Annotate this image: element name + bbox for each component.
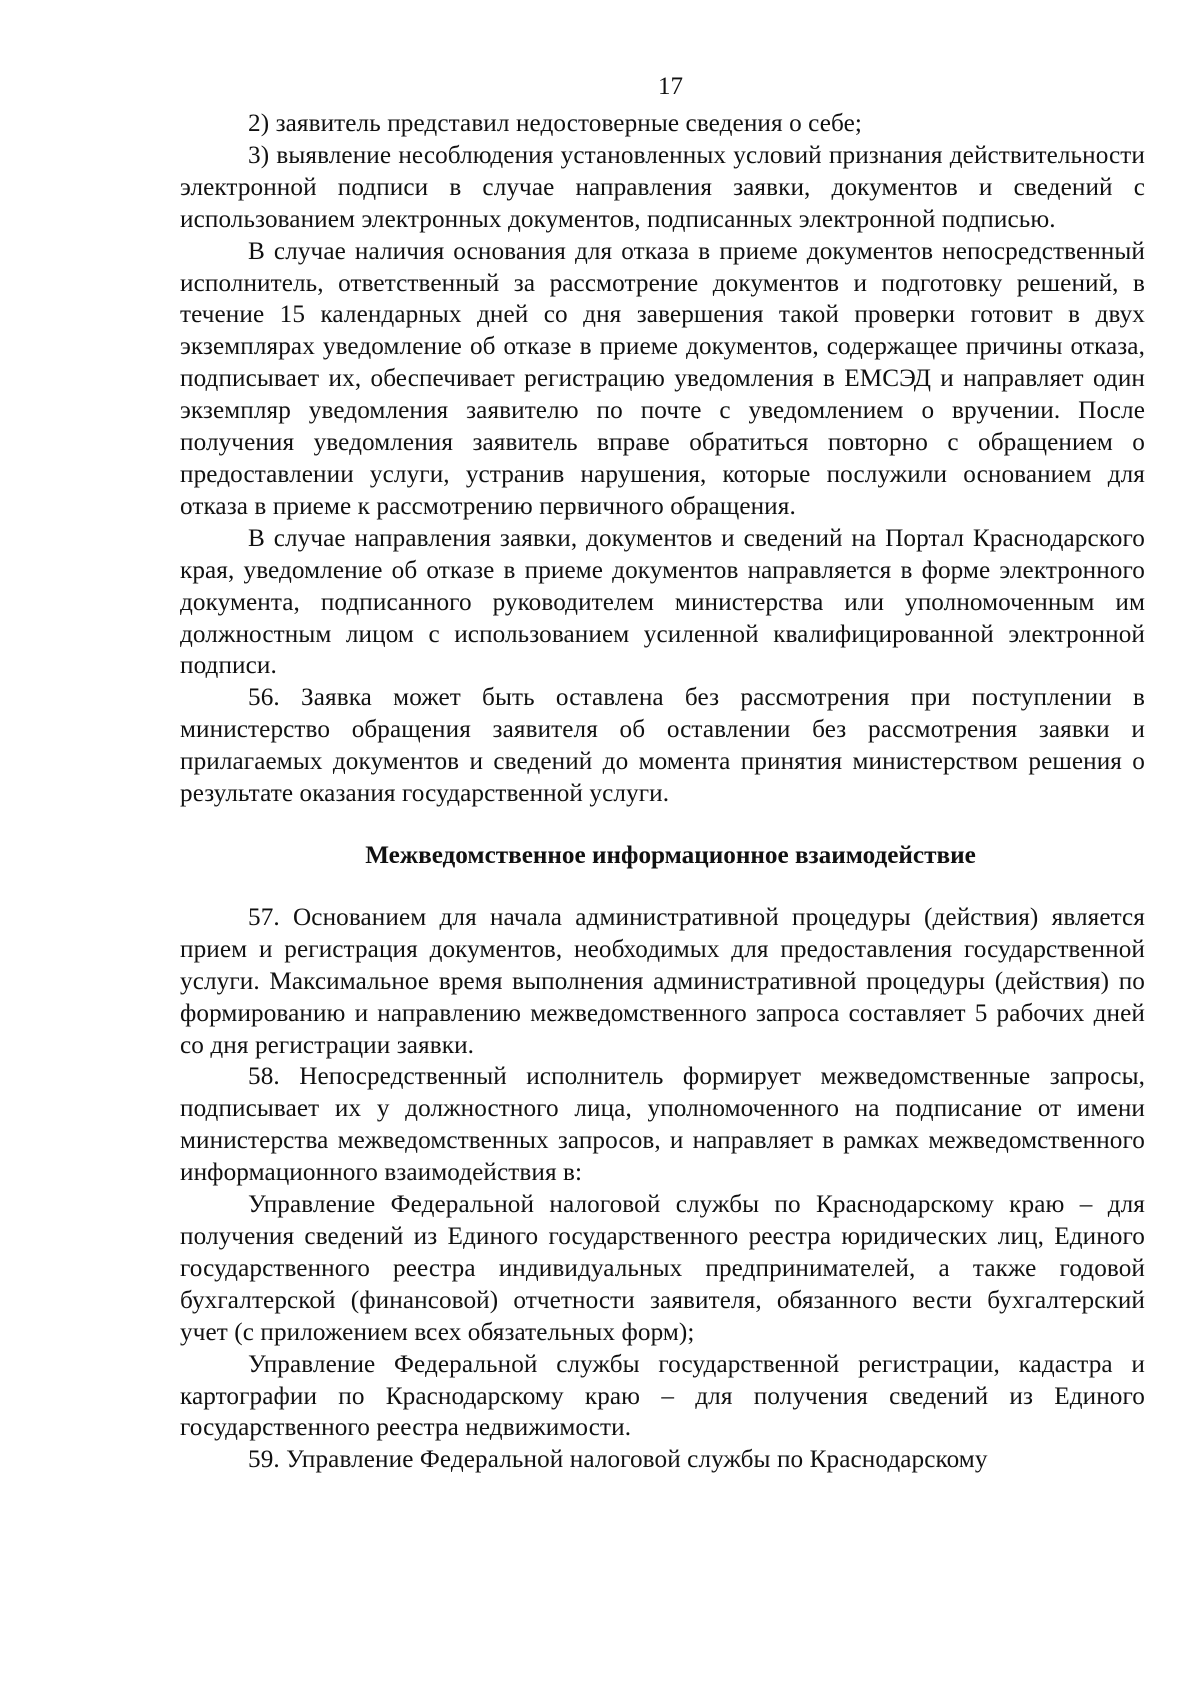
paragraph: 58. Непосредственный исполнитель формирует межведомственные запросы, подписывает их у должностного лица, уполномоченного на подписание от имени министерства межведомственных запросов, и направляет в рамках межведомственного информационного взаимодействия в: (180, 1063, 1145, 1187)
document-page (180, 60, 1145, 1476)
paragraph: 2) заявитель представил недостоверные сведения о себе; (248, 110, 862, 137)
paragraph: 56. Заявка может быть оставлена без рассмотрения при поступлении в министерство обращения заявителя об оставлении без рассмотрения заявки и прилагаемых документов и сведений до момента принятия министерством решения о результате оказания государственной услуги. (180, 684, 1145, 808)
section-heading: Межведомственное информационное взаимодействие (365, 841, 976, 869)
paragraph: Управление Федеральной налоговой службы по Краснодарскому краю – для получения сведений из Единого государственного реестра юридических лиц, Единого государственного реестра индивидуальных предпринимателей, а также годовой бухгалтерской (финансовой) отчетности заявителя, обязанного вести бухгалтерский учет (с приложением всех обязательных форм); (180, 1191, 1145, 1346)
paragraph: 59. Управление Федеральной налоговой службы по Краснодарскому (248, 1446, 988, 1474)
paragraph: 3) выявление несоблюдения установленных условий признания действительности электронной подписи в случае направления заявки, документов и сведений с использованием электронных документов, подписанных электронной подписью. (180, 141, 1145, 233)
paragraph: 57. Основанием для начала административной процедуры (действия) является прием и регистрация документов, необходимых для предоставления государственной услуги. Максимальное время выполнения административной процедуры (действия) по формированию и направлению межведомственного запроса составляет 5 рабочих дней со дня регистрации заявки. (180, 903, 1145, 1059)
page-number: 17 (658, 73, 683, 100)
paragraph: В случае направления заявки, документов и сведений на Портал Краснодарского края, уведомление об отказе в приеме документов направляется в форме электронного документа, подписанного руководителем министерства или уполномоченным им должностным лицом с использованием усиленной квалифицированной электронной подписи. (180, 524, 1145, 680)
paragraph: В случае наличия основания для отказа в приеме документов непосредственный исполнитель, ответственный за рассмотрение документов и подготовку решений, в течение 15 календарных дней со дня завершения такой проверки готовит в двух экземплярах уведомление об отказе в приеме документов, содержащее причины отказа, подписывает их, обеспечивает регистрацию уведомления в ЕМСЭД и направляет один экземпляр уведомления заявителю по почте с уведомлением о вручении. После получения уведомления заявитель вправе обратиться повторно с обращением о предоставлении услуги, устранив нарушения, которые послужили основанием для отказа в приеме к рассмотрению первичного обращения. (180, 237, 1145, 520)
paragraph: Управление Федеральной службы государственной регистрации, кадастра и картографии по Краснодарскому краю – для получения сведений из Единого государственного реестра недвижимости. (180, 1350, 1145, 1442)
